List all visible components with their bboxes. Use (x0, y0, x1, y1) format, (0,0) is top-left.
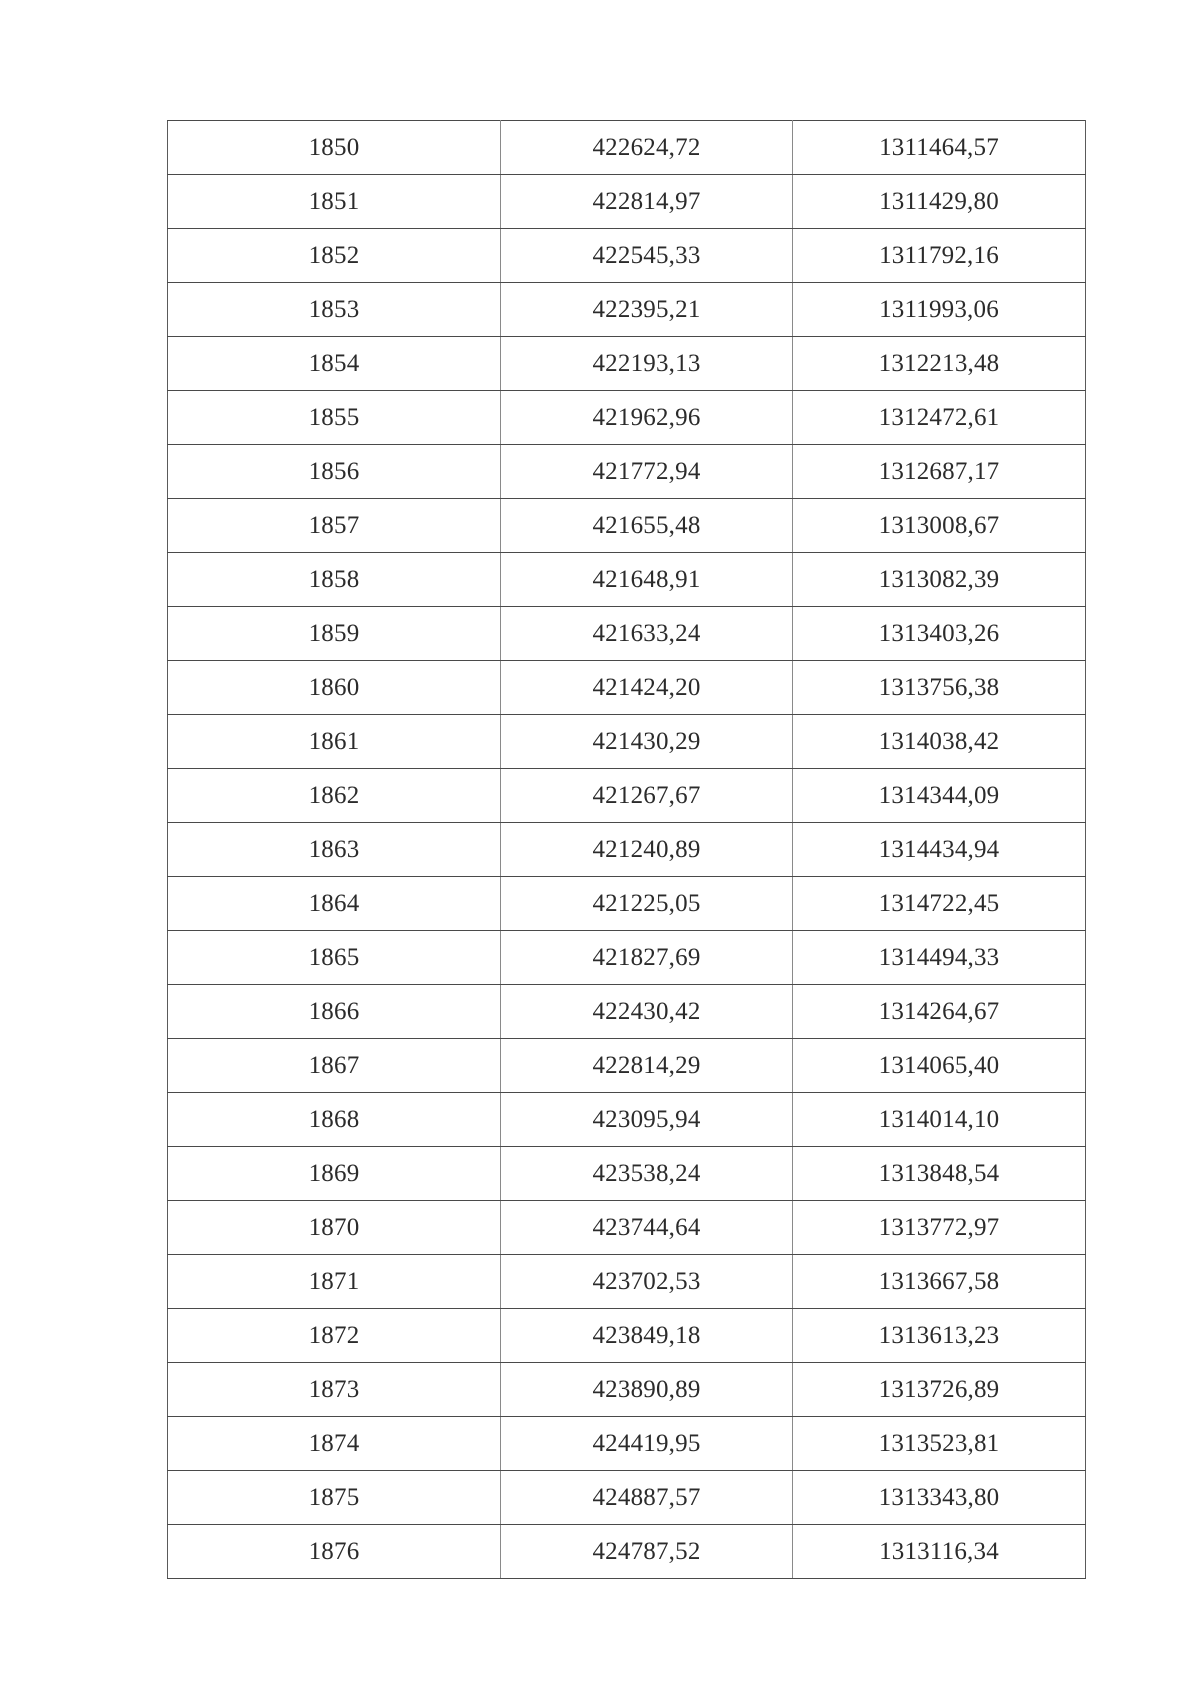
point-number-cell: 1870 (168, 1201, 501, 1255)
y-coordinate-cell: 1311792,16 (793, 229, 1086, 283)
point-number-cell: 1859 (168, 607, 501, 661)
y-coordinate-cell: 1311993,06 (793, 283, 1086, 337)
x-coordinate-cell: 421267,67 (501, 769, 793, 823)
point-number-cell: 1867 (168, 1039, 501, 1093)
point-number-cell: 1875 (168, 1471, 501, 1525)
table-row (168, 1255, 1086, 1309)
y-coordinate-cell: 1314494,33 (793, 931, 1086, 985)
x-coordinate-cell: 421655,48 (501, 499, 793, 553)
table-row (168, 553, 1086, 607)
table-row (168, 1363, 1086, 1417)
x-coordinate-cell: 421424,20 (501, 661, 793, 715)
x-coordinate-cell: 421240,89 (501, 823, 793, 877)
point-number-cell: 1853 (168, 283, 501, 337)
table-row (168, 499, 1086, 553)
y-coordinate-cell: 1314722,45 (793, 877, 1086, 931)
table-row (168, 1093, 1086, 1147)
point-number-cell: 1869 (168, 1147, 501, 1201)
y-coordinate-cell: 1313008,67 (793, 499, 1086, 553)
point-number-cell: 1857 (168, 499, 501, 553)
x-coordinate-cell: 423702,53 (501, 1255, 793, 1309)
y-coordinate-cell: 1313772,97 (793, 1201, 1086, 1255)
x-coordinate-cell: 424887,57 (501, 1471, 793, 1525)
y-coordinate-cell: 1314434,94 (793, 823, 1086, 877)
table-row (168, 877, 1086, 931)
x-coordinate-cell: 422814,97 (501, 175, 793, 229)
y-coordinate-cell: 1314065,40 (793, 1039, 1086, 1093)
table-row (168, 283, 1086, 337)
point-number-cell: 1868 (168, 1093, 501, 1147)
point-number-cell: 1874 (168, 1417, 501, 1471)
table-row (168, 985, 1086, 1039)
point-number-cell: 1872 (168, 1309, 501, 1363)
y-coordinate-cell: 1314344,09 (793, 769, 1086, 823)
x-coordinate-cell: 423849,18 (501, 1309, 793, 1363)
point-number-cell: 1850 (168, 121, 501, 175)
x-coordinate-cell: 421772,94 (501, 445, 793, 499)
table-row (168, 931, 1086, 985)
y-coordinate-cell: 1313613,23 (793, 1309, 1086, 1363)
point-number-cell: 1862 (168, 769, 501, 823)
x-coordinate-cell: 423744,64 (501, 1201, 793, 1255)
y-coordinate-cell: 1312213,48 (793, 337, 1086, 391)
table-row (168, 823, 1086, 877)
point-number-cell: 1856 (168, 445, 501, 499)
point-number-cell: 1866 (168, 985, 501, 1039)
table-row (168, 445, 1086, 499)
y-coordinate-cell: 1313756,38 (793, 661, 1086, 715)
y-coordinate-cell: 1314264,67 (793, 985, 1086, 1039)
point-number-cell: 1876 (168, 1525, 501, 1579)
x-coordinate-cell: 421633,24 (501, 607, 793, 661)
y-coordinate-cell: 1312687,17 (793, 445, 1086, 499)
table-row (168, 1417, 1086, 1471)
table-row (168, 607, 1086, 661)
y-coordinate-cell: 1313082,39 (793, 553, 1086, 607)
coordinates-table (167, 120, 1086, 1579)
point-number-cell: 1873 (168, 1363, 501, 1417)
x-coordinate-cell: 421430,29 (501, 715, 793, 769)
table-row (168, 229, 1086, 283)
table-row (168, 1039, 1086, 1093)
y-coordinate-cell: 1313667,58 (793, 1255, 1086, 1309)
x-coordinate-cell: 421225,05 (501, 877, 793, 931)
table-row (168, 715, 1086, 769)
table-row (168, 661, 1086, 715)
point-number-cell: 1855 (168, 391, 501, 445)
table-row (168, 337, 1086, 391)
point-number-cell: 1871 (168, 1255, 501, 1309)
point-number-cell: 1858 (168, 553, 501, 607)
y-coordinate-cell: 1313726,89 (793, 1363, 1086, 1417)
x-coordinate-cell: 422624,72 (501, 121, 793, 175)
x-coordinate-cell: 422193,13 (501, 337, 793, 391)
x-coordinate-cell: 422545,33 (501, 229, 793, 283)
table-row (168, 121, 1086, 175)
y-coordinate-cell: 1313523,81 (793, 1417, 1086, 1471)
point-number-cell: 1861 (168, 715, 501, 769)
point-number-cell: 1865 (168, 931, 501, 985)
point-number-cell: 1860 (168, 661, 501, 715)
table-row (168, 1201, 1086, 1255)
table-row (168, 1309, 1086, 1363)
point-number-cell: 1851 (168, 175, 501, 229)
table-row (168, 175, 1086, 229)
y-coordinate-cell: 1314014,10 (793, 1093, 1086, 1147)
y-coordinate-cell: 1313116,34 (793, 1525, 1086, 1579)
x-coordinate-cell: 421648,91 (501, 553, 793, 607)
table-row (168, 1147, 1086, 1201)
y-coordinate-cell: 1313343,80 (793, 1471, 1086, 1525)
table-row (168, 1471, 1086, 1525)
x-coordinate-cell: 421962,96 (501, 391, 793, 445)
y-coordinate-cell: 1313403,26 (793, 607, 1086, 661)
y-coordinate-cell: 1314038,42 (793, 715, 1086, 769)
x-coordinate-cell: 424419,95 (501, 1417, 793, 1471)
y-coordinate-cell: 1311429,80 (793, 175, 1086, 229)
x-coordinate-cell: 424787,52 (501, 1525, 793, 1579)
x-coordinate-cell: 422430,42 (501, 985, 793, 1039)
x-coordinate-cell: 421827,69 (501, 931, 793, 985)
point-number-cell: 1863 (168, 823, 501, 877)
y-coordinate-cell: 1313848,54 (793, 1147, 1086, 1201)
x-coordinate-cell: 423538,24 (501, 1147, 793, 1201)
x-coordinate-cell: 422395,21 (501, 283, 793, 337)
x-coordinate-cell: 422814,29 (501, 1039, 793, 1093)
x-coordinate-cell: 423890,89 (501, 1363, 793, 1417)
table-row (168, 1525, 1086, 1579)
table-row (168, 769, 1086, 823)
table-row (168, 391, 1086, 445)
y-coordinate-cell: 1311464,57 (793, 121, 1086, 175)
point-number-cell: 1864 (168, 877, 501, 931)
coordinates-table-body (168, 121, 1086, 1579)
point-number-cell: 1852 (168, 229, 501, 283)
y-coordinate-cell: 1312472,61 (793, 391, 1086, 445)
x-coordinate-cell: 423095,94 (501, 1093, 793, 1147)
point-number-cell: 1854 (168, 337, 501, 391)
